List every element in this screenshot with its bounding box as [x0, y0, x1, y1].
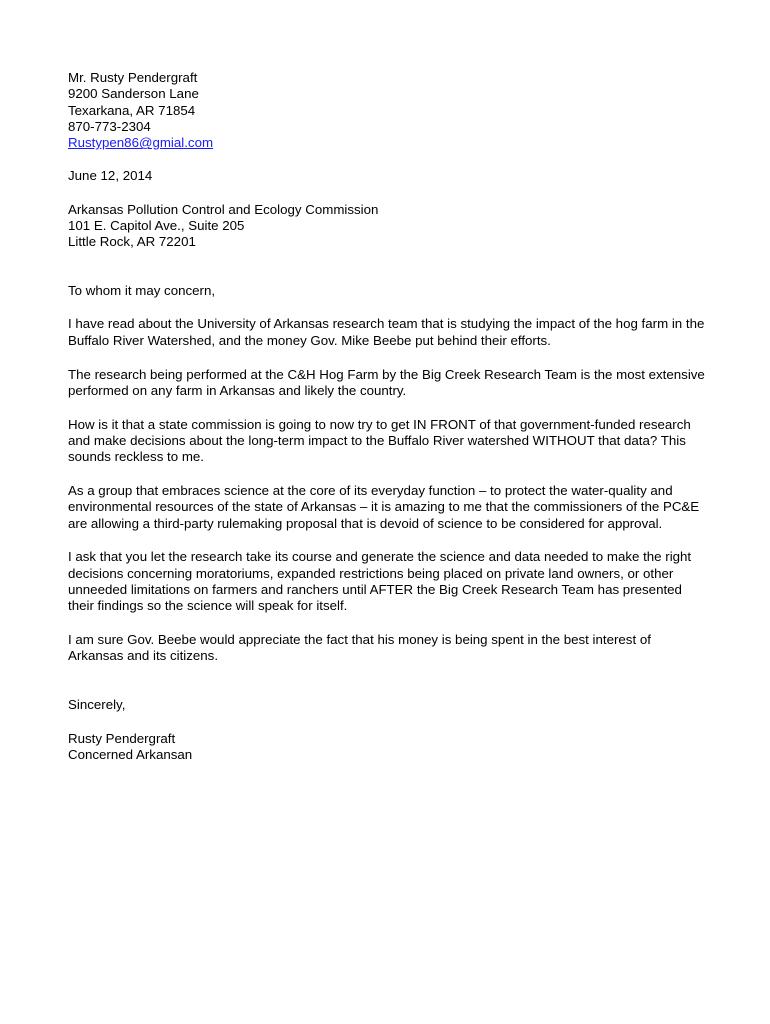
spacer [68, 185, 708, 202]
closing: Sincerely, [68, 697, 126, 713]
body-paragraph: As a group that embraces science at the core of its everyday function – to protect the water-quality and environmental resources of the state of Arkansas – it is amazing to me that the commissioners of the PC&E are allowing a third-party rulemaking proposal that is devoid of science to be considered for approval. [68, 483, 700, 531]
letter-body [68, 316, 708, 664]
signature-title: Concerned Arkansan [68, 747, 193, 763]
sender-street: 9200 Sanderson Lane [68, 86, 199, 102]
recipient-city-state-zip: Little Rock, AR 72201 [68, 234, 196, 250]
recipient-address [68, 202, 708, 251]
salutation: To whom it may concern, [68, 282, 216, 298]
body-paragraph: I am sure Gov. Beebe would appreciate the fact that his money is being spent in the best interest of Arkansas and its citizens. [68, 632, 651, 664]
body-paragraph: I have read about the University of Arkansas research team that is studying the impact of the hog farm in the Buffalo River Watershed, and the money Gov. Mike Beebe put behind their efforts. [68, 316, 705, 348]
signature-name: Rusty Pendergraft [68, 731, 176, 747]
recipient-street: 101 E. Capitol Ave., Suite 205 [68, 218, 245, 234]
body-paragraph: The research being performed at the C&H Hog Farm by the Big Creek Research Team is the most extensive performed on any farm in Arkansas and likely the country. [68, 366, 705, 398]
signature-block [68, 731, 708, 764]
letter-date: June 12, 2014 [68, 168, 153, 184]
body-paragraph: How is it that a state commission is going to now try to get IN FRONT of that government-funded research and make decisions about the long-term impact to the Buffalo River watershed WITHOUT that data? This sounds reckless to me. [68, 416, 691, 465]
sender-address [68, 70, 708, 151]
spacer [68, 682, 708, 697]
spacer [68, 151, 708, 168]
body-paragraph: I ask that you let the research take its course and generate the science and data needed to make the right decisions concerning moratoriums, expanded restrictions being placed on private land owners, or other unneeded limitations on farmers and ranchers until AFTER the Big Creek Research Team has presented their findings so the science will speak for itself. [68, 549, 692, 614]
sender-phone: 870-773-2304 [68, 118, 151, 134]
sender-name: Mr. Rusty Pendergraft [68, 70, 198, 85]
recipient-organization: Arkansas Pollution Control and Ecology Commission [68, 201, 379, 217]
spacer [68, 251, 708, 283]
sender-city-state-zip: Texarkana, AR 71854 [68, 102, 196, 118]
letter-page [68, 70, 708, 764]
letter-date-block [68, 168, 708, 184]
sender-email-link[interactable]: Rustypen86@gmial.com [68, 135, 214, 151]
